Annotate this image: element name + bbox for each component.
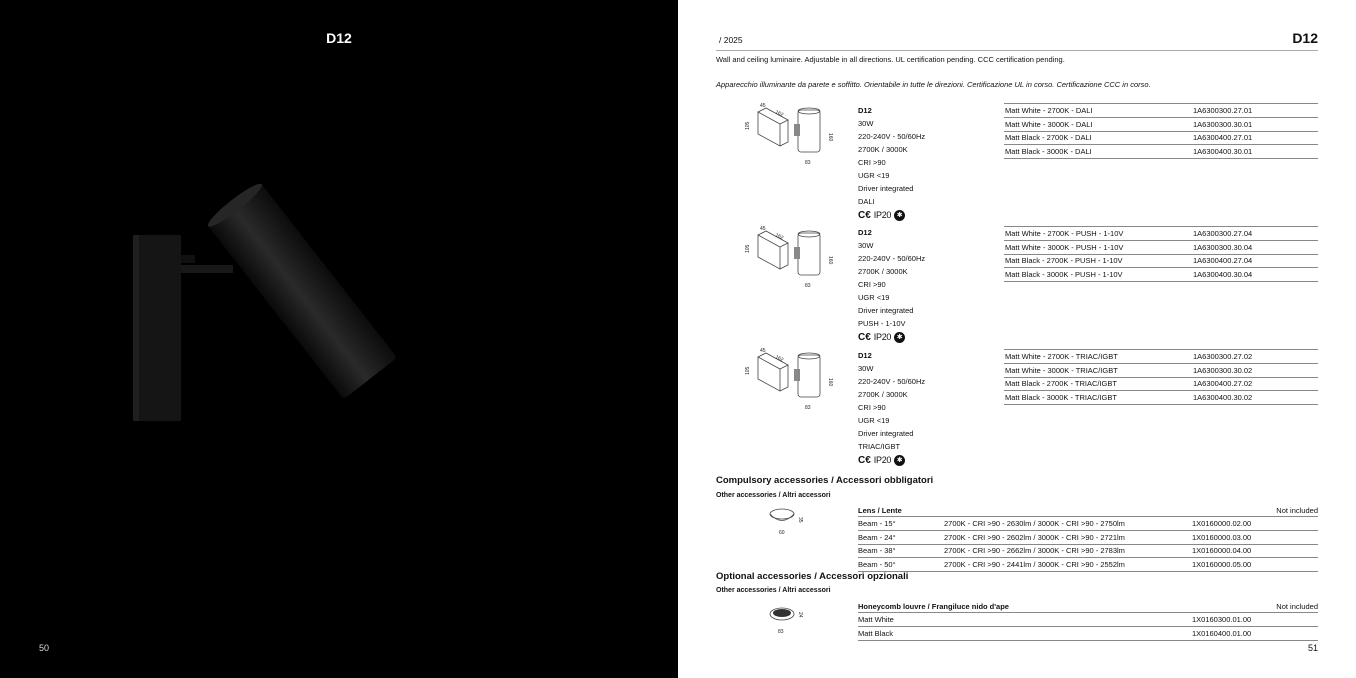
- spec-cri: CRI >90: [858, 280, 886, 289]
- optional-accessories-heading: Optional accessories / Accessori opzionali: [716, 571, 909, 582]
- table-row: Matt White - 2700K - PUSH - 1-10V 1A6300300.27.04: [1004, 227, 1318, 241]
- table-row: Matt White - 2700K - TRIAC/IGBT 1A6300300.27.02: [1004, 350, 1318, 364]
- table-row: Matt Black - 2700K - PUSH - 1-10V 1A6300400.27.04: [1004, 255, 1318, 269]
- svg-text:160: 160: [827, 378, 833, 387]
- technical-drawing: [740, 100, 836, 170]
- spec-name: D12: [858, 106, 872, 115]
- spec-list: [858, 349, 925, 467]
- svg-text:160: 160: [827, 133, 833, 142]
- spec-ugr: UGR <19: [858, 416, 890, 425]
- spec-control: PUSH - 1-10V: [858, 319, 906, 328]
- table-row: Matt White - 3000K - PUSH - 1-10V 1A6300300.30.04: [1004, 241, 1318, 255]
- svg-text:83: 83: [805, 405, 811, 411]
- catalog-year: / 2025: [719, 35, 743, 45]
- spec-driver: Driver integrated: [858, 184, 914, 193]
- spec-name: D12: [858, 351, 872, 360]
- svg-text:160: 160: [827, 256, 833, 265]
- spec-power: 30W: [858, 364, 874, 373]
- svg-text:105: 105: [745, 121, 751, 130]
- spec-list: [858, 226, 925, 344]
- table-row: Beam - 15° 2700K - CRI >90 - 2630lm / 3000K - CRI >90 - 2750lm 1X0160000.02.00: [858, 517, 1318, 531]
- table-row: Matt Black - 3000K - PUSH - 1-10V 1A6300400.30.04: [1004, 268, 1318, 282]
- svg-text:162: 162: [774, 232, 785, 242]
- table-row: Matt White - 2700K - DALI 1A6300300.27.01: [1004, 104, 1318, 118]
- table-row: Matt White - 3000K - TRIAC/IGBT 1A6300300.30.02: [1004, 364, 1318, 378]
- table-row: Matt Black - 2700K - TRIAC/IGBT 1A6300400.27.02: [1004, 378, 1318, 392]
- table-row: Matt Black - 3000K - DALI 1A6300400.30.01: [1004, 145, 1318, 159]
- svg-text:83: 83: [778, 629, 784, 634]
- ip-rating: IP20: [873, 455, 892, 465]
- technical-drawing: [740, 345, 836, 415]
- certification-marks: [858, 209, 925, 222]
- certification-marks: [858, 454, 925, 467]
- code-table: [1004, 103, 1318, 159]
- table-row: Beam - 38° 2700K - CRI >90 - 2662lm / 3000K - CRI >90 - 2783lm 1X0160000.04.00: [858, 545, 1318, 559]
- insulation-badge-icon: ✱: [894, 332, 905, 343]
- code-table: [1004, 226, 1318, 282]
- svg-text:60: 60: [779, 530, 785, 536]
- spec-voltage: 220-240V - 50/60Hz: [858, 377, 926, 386]
- spec-ugr: UGR <19: [858, 293, 890, 302]
- spec-voltage: 220-240V - 50/60Hz: [858, 132, 926, 141]
- technical-drawing: [740, 223, 836, 293]
- svg-text:24: 24: [797, 612, 803, 618]
- ce-mark-icon: C€: [858, 455, 871, 466]
- insulation-badge-icon: ✱: [894, 455, 905, 466]
- svg-text:35: 35: [797, 517, 803, 523]
- louvre-drawing: [766, 600, 806, 634]
- spec-ugr: UGR <19: [858, 171, 890, 180]
- svg-text:105: 105: [745, 366, 751, 375]
- code-table: [1004, 349, 1318, 405]
- spec-driver: Driver integrated: [858, 429, 914, 438]
- header-divider: [716, 50, 1318, 51]
- spec-power: 30W: [858, 119, 874, 128]
- svg-text:162: 162: [774, 109, 785, 119]
- table-row: Matt White - 3000K - DALI 1A6300300.30.01: [1004, 118, 1318, 132]
- svg-text:105: 105: [745, 244, 751, 253]
- not-included-note: Not included: [1276, 506, 1318, 515]
- svg-text:83: 83: [805, 160, 811, 166]
- spec-cct: 2700K / 3000K: [858, 390, 908, 399]
- table-row: Beam - 24° 2700K - CRI >90 - 2602lm / 3000K - CRI >90 - 2721lm 1X0160000.03.00: [858, 531, 1318, 545]
- insulation-badge-icon: ✱: [894, 210, 905, 221]
- svg-text:162: 162: [774, 354, 785, 364]
- spec-driver: Driver integrated: [858, 306, 914, 315]
- luminaire-photo: [130, 170, 430, 430]
- svg-text:45: 45: [760, 103, 766, 109]
- compulsory-accessories-heading: Compulsory accessories / Accessori obbligatori: [716, 475, 934, 486]
- lens-table-title: Lens / Lente: [858, 506, 902, 515]
- lens-table-header: [858, 505, 1318, 517]
- spec-cri: CRI >90: [858, 158, 886, 167]
- ip-rating: IP20: [873, 332, 892, 342]
- left-page-number: 50: [39, 643, 50, 653]
- product-title: D12: [1292, 30, 1318, 46]
- left-page-title: D12: [326, 30, 352, 46]
- spec-control: DALI: [858, 197, 875, 206]
- ce-mark-icon: C€: [858, 332, 871, 343]
- description-italian: Apparecchio illuminante da parete e soffitto. Orientabile in tutte le direzioni. Certificazione UL in corso. Certificazione CCC in corso.: [716, 80, 1151, 89]
- table-row: Beam - 50° 2700K - CRI >90 - 2441lm / 3000K - CRI >90 - 2552lm 1X0160000.05.00: [858, 558, 1318, 572]
- ip-rating: IP20: [873, 210, 892, 220]
- svg-text:45: 45: [760, 348, 766, 354]
- spec-voltage: 220-240V - 50/60Hz: [858, 254, 926, 263]
- spec-cri: CRI >90: [858, 403, 886, 412]
- spec-name: D12: [858, 228, 872, 237]
- louvre-table: [858, 601, 1318, 641]
- not-included-note: Not included: [1276, 602, 1318, 611]
- table-row: Matt Black 1X0160400.01.00: [858, 627, 1318, 641]
- lens-table: [858, 505, 1318, 572]
- description-english: Wall and ceiling luminaire. Adjustable in all directions. UL certification pending. CCC certification pending.: [716, 55, 1065, 64]
- compulsory-accessories-subheading: Other accessories / Altri accessori: [716, 492, 831, 499]
- louvre-table-header: [858, 601, 1318, 613]
- spec-list: [858, 104, 925, 222]
- spec-power: 30W: [858, 241, 874, 250]
- louvre-table-title: Honeycomb louvre / Frangiluce nido d'ape: [858, 602, 1009, 611]
- certification-marks: [858, 331, 925, 344]
- optional-accessories-subheading: Other accessories / Altri accessori: [716, 587, 831, 594]
- right-page: [678, 0, 1356, 678]
- svg-text:83: 83: [805, 283, 811, 289]
- lens-drawing: [766, 503, 806, 537]
- table-row: Matt Black - 3000K - TRIAC/IGBT 1A6300400.30.02: [1004, 391, 1318, 405]
- table-row: Matt White 1X0160300.01.00: [858, 613, 1318, 627]
- ce-mark-icon: C€: [858, 210, 871, 221]
- spec-cct: 2700K / 3000K: [858, 145, 908, 154]
- right-page-number: 51: [1307, 643, 1318, 653]
- table-row: Matt Black - 2700K - DALI 1A6300400.27.01: [1004, 132, 1318, 146]
- svg-text:45: 45: [760, 226, 766, 232]
- spec-cct: 2700K / 3000K: [858, 267, 908, 276]
- spec-control: TRIAC/IGBT: [858, 442, 901, 451]
